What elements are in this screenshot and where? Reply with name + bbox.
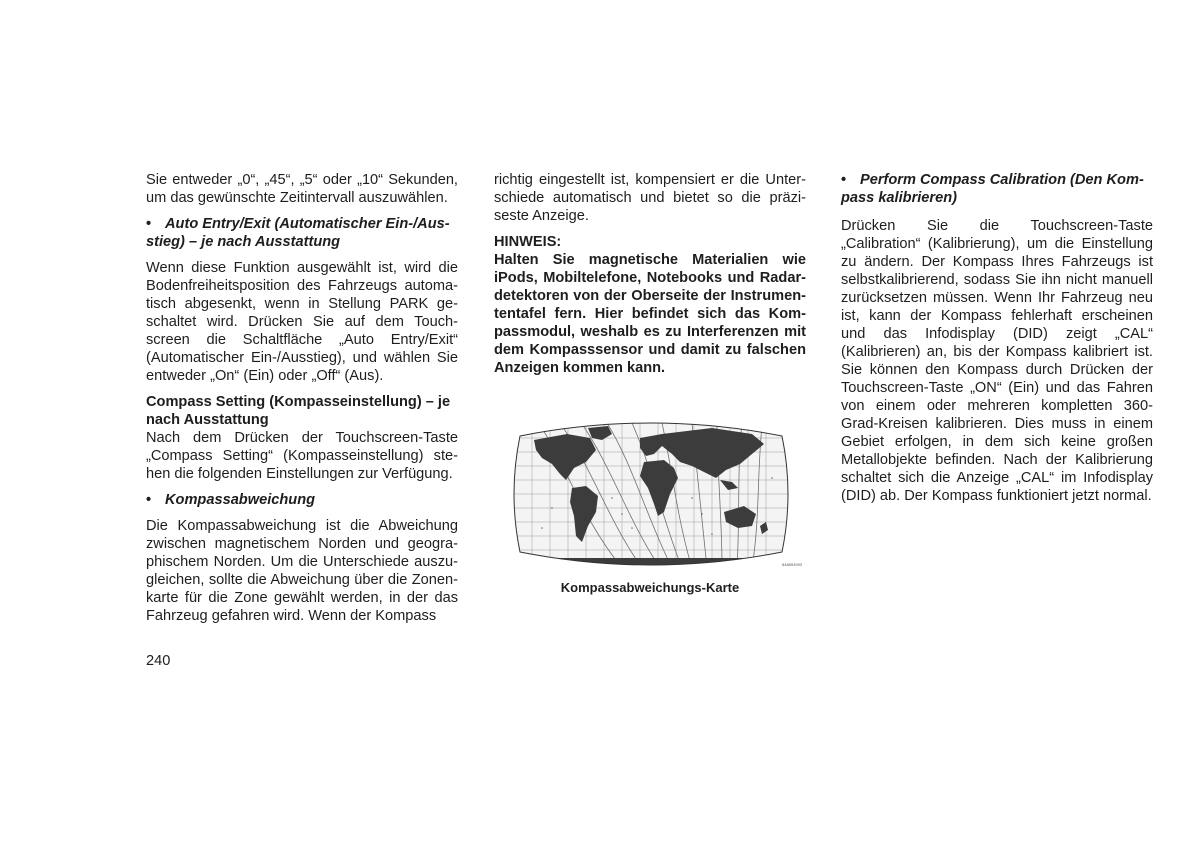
calibration-paragraph: Drücken Sie die Touchscreen-Taste „Calibration“ (Kalibrierung), um die Einstellung zu ändern. Der Kompass Ihres Fahrzeugs ist selbstkalibrierend, sodass Sie ihn nicht manuell zurücksetzen müssen. Wenn Ihr Fahrzeug neu ist, kann der Kompass fehlerhaft erscheinen und das Infodisplay (DID) zeigt „CAL“ (Kalibrieren) an, bis der Kompass kalibriert ist. Sie können den Kompass durch Drücken der Touchscreen-Taste „ON“ (Ein) und das Fahren von einem oder mehreren kompletten 360-Grad-Kreisen kalibrieren. Dies muss in einem Gebiet erfolgen, in dem sich keine großen Metallobjekte befinden. Nach der Kalibrierung schaltet sich die Anzeige „CAL“ im Infodisplay (DID) ab. Der Kompass funktioniert jetzt normal. [841, 218, 1153, 504]
figure-code: 848893993 [782, 562, 803, 567]
column-right [841, 171, 1153, 505]
note-label: HINWEIS: [494, 234, 562, 250]
variance-map-figure [512, 418, 790, 570]
bullet-variance [146, 491, 458, 509]
bullet-variance-label: Kompassabweichung [165, 492, 316, 508]
column-left [146, 171, 458, 625]
compass-setting-heading: Compass Setting (Kompasseinstellung) – je nach Ausstattung [146, 394, 451, 428]
column-middle [494, 171, 806, 377]
bullet-calibration [841, 171, 1153, 207]
bullet-dot: • [146, 216, 152, 232]
page-number: 240 [146, 653, 171, 669]
world-map-image [512, 418, 790, 570]
bullet-auto-entry [146, 215, 458, 251]
continued-paragraph: richtig eingestellt ist, kompensiert er die Unterschiede automatisch und bietet so die präziseste Anzeige. [494, 172, 806, 224]
figure-caption: Kompassabweichungs-Karte [560, 580, 740, 595]
bullet-dot: • [841, 172, 847, 188]
variance-paragraph: Die Kompassabweichung ist die Abweichung zwischen magnetischem Norden und geographischem Norden. Um die Unterschiede auszugleichen, sollte die Abweichung über die Zonenkarte für die Zone gewählt werden, in der das Fahrzeug gefahren wird. Wenn der Kompass [146, 518, 458, 624]
bullet-dot: • [146, 492, 152, 508]
compass-setting-paragraph: Nach dem Drücken der Touchscreen-Taste „Compass Setting“ (Kompasseinstellung) stehen die folgenden Einstellungen zur Verfügung. [146, 430, 458, 482]
bullet-calibration-label: Perform Compass Calibration (Den Kompass kalibrieren) [841, 172, 1144, 206]
intro-paragraph: Sie entweder „0“, „45“, „5“ oder „10“ Sekunden, um das gewünschte Zeitintervall auszuwählen. [146, 172, 458, 206]
note-paragraph: Halten Sie magnetische Materialien wie iPods, Mobiltelefone, Notebooks und Radardetektoren von der Oberseite der Instrumententafel fern. Hier befindet sich das Kompassmodul, weshalb es zu Interferenzen mit dem Kompasssensor und damit zu falschen Anzeigen kommen kann. [494, 252, 806, 376]
auto-entry-paragraph: Wenn diese Funktion ausgewählt ist, wird die Bodenfreiheitsposition des Fahrzeugs automatisch abgesenkt, wenn in Stellung PARK geschaltet wird. Drücken Sie auf dem Touchscreen die Schaltfläche „Auto Entry/Exit“ (Automatischer Ein-/Ausstieg), und wählen Sie entweder „On“ (Ein) oder „Off“ (Aus). [146, 260, 458, 384]
bullet-auto-entry-label: Auto Entry/Exit (Automatischer Ein-/Ausstieg) – je nach Ausstattung [146, 216, 450, 250]
